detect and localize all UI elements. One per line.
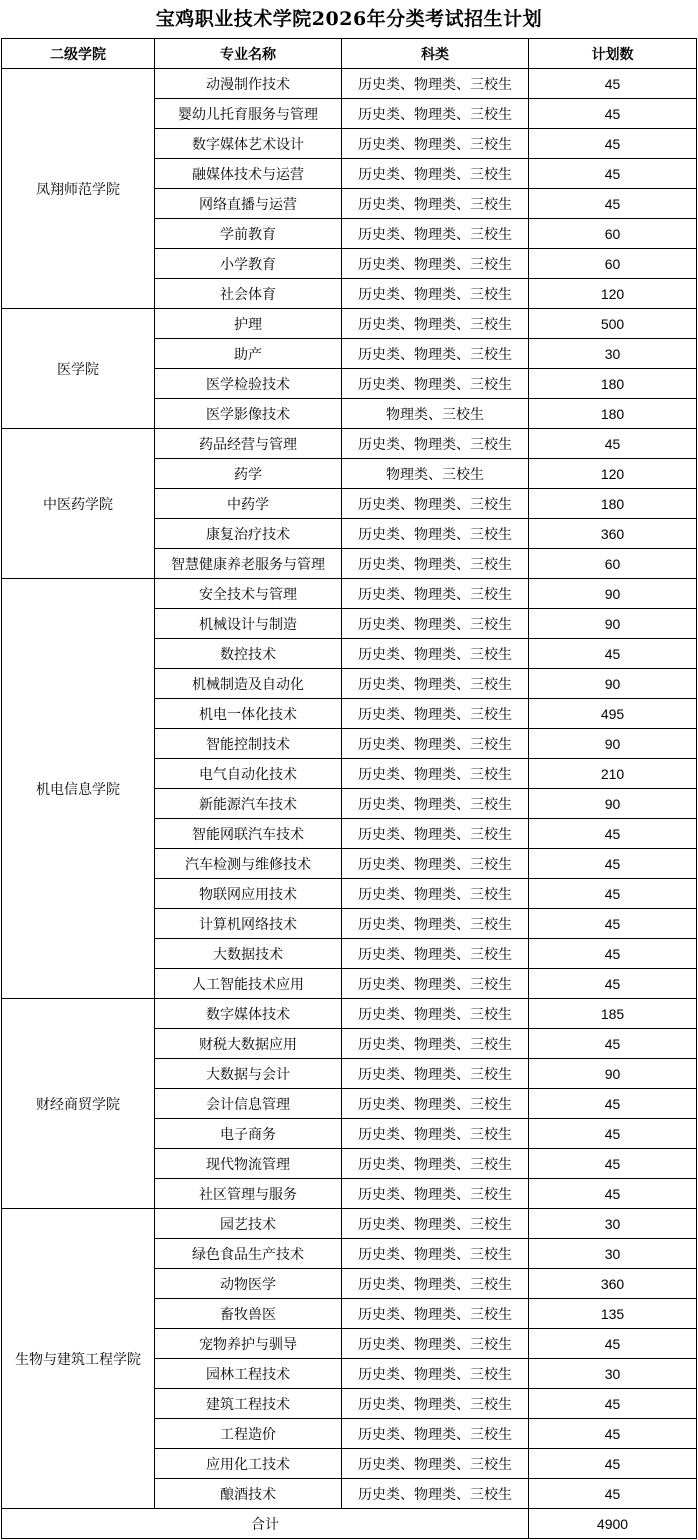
- major-cell: 动物医学: [155, 1269, 342, 1299]
- category-cell: 历史类、物理类、三校生: [342, 1359, 529, 1389]
- table-row: [2, 309, 697, 339]
- plan-count-cell: 45: [529, 189, 697, 219]
- header-plan: 计划数: [529, 39, 697, 69]
- table-body: [2, 69, 697, 1509]
- category-cell: 历史类、物理类、三校生: [342, 339, 529, 369]
- major-cell: 小学教育: [155, 249, 342, 279]
- major-cell: 建筑工程技术: [155, 1389, 342, 1419]
- plan-count-cell: 120: [529, 459, 697, 489]
- plan-count-cell: 180: [529, 399, 697, 429]
- major-cell: 会计信息管理: [155, 1089, 342, 1119]
- major-cell: 园林工程技术: [155, 1359, 342, 1389]
- plan-count-cell: 30: [529, 1359, 697, 1389]
- major-cell: 数字媒体艺术设计: [155, 129, 342, 159]
- plan-count-cell: 45: [529, 879, 697, 909]
- category-cell: 历史类、物理类、三校生: [342, 369, 529, 399]
- plan-count-cell: 180: [529, 489, 697, 519]
- plan-count-cell: 30: [529, 1239, 697, 1269]
- header-college: 二级学院: [2, 39, 155, 69]
- category-cell: 历史类、物理类、三校生: [342, 669, 529, 699]
- plan-count-cell: 45: [529, 1149, 697, 1179]
- header-category: 科类: [342, 39, 529, 69]
- category-cell: 历史类、物理类、三校生: [342, 1029, 529, 1059]
- major-cell: 电气自动化技术: [155, 759, 342, 789]
- category-cell: 历史类、物理类、三校生: [342, 609, 529, 639]
- category-cell: 历史类、物理类、三校生: [342, 189, 529, 219]
- category-cell: 历史类、物理类、三校生: [342, 639, 529, 669]
- plan-count-cell: 45: [529, 639, 697, 669]
- plan-count-cell: 90: [529, 729, 697, 759]
- college-name-cell: 机电信息学院: [2, 579, 155, 999]
- major-cell: 数控技术: [155, 639, 342, 669]
- plan-count-cell: 60: [529, 549, 697, 579]
- category-cell: 历史类、物理类、三校生: [342, 1269, 529, 1299]
- major-cell: 康复治疗技术: [155, 519, 342, 549]
- plan-count-cell: 135: [529, 1299, 697, 1329]
- category-cell: 历史类、物理类、三校生: [342, 99, 529, 129]
- category-cell: 历史类、物理类、三校生: [342, 969, 529, 999]
- category-cell: 历史类、物理类、三校生: [342, 879, 529, 909]
- category-cell: 历史类、物理类、三校生: [342, 429, 529, 459]
- table-row: [2, 1209, 697, 1239]
- plan-count-cell: 45: [529, 849, 697, 879]
- major-cell: 智能控制技术: [155, 729, 342, 759]
- table-header-row: [2, 39, 697, 69]
- category-cell: 历史类、物理类、三校生: [342, 1149, 529, 1179]
- table-row: [2, 579, 697, 609]
- table-row: [2, 429, 697, 459]
- plan-count-cell: 60: [529, 219, 697, 249]
- category-cell: 历史类、物理类、三校生: [342, 159, 529, 189]
- major-cell: 工程造价: [155, 1419, 342, 1449]
- plan-count-cell: 90: [529, 669, 697, 699]
- plan-count-cell: 90: [529, 579, 697, 609]
- college-name-cell: 生物与建筑工程学院: [2, 1209, 155, 1509]
- plan-count-cell: 360: [529, 1269, 697, 1299]
- total-row: [2, 1509, 697, 1539]
- plan-count-cell: 45: [529, 129, 697, 159]
- category-cell: 历史类、物理类、三校生: [342, 699, 529, 729]
- table-row: [2, 999, 697, 1029]
- category-cell: 物理类、三校生: [342, 459, 529, 489]
- major-cell: 绿色食品生产技术: [155, 1239, 342, 1269]
- plan-count-cell: 90: [529, 1059, 697, 1089]
- college-name-cell: 中医药学院: [2, 429, 155, 579]
- major-cell: 动漫制作技术: [155, 69, 342, 99]
- category-cell: 历史类、物理类、三校生: [342, 249, 529, 279]
- major-cell: 医学检验技术: [155, 369, 342, 399]
- plan-count-cell: 180: [529, 369, 697, 399]
- major-cell: 学前教育: [155, 219, 342, 249]
- category-cell: 历史类、物理类、三校生: [342, 819, 529, 849]
- category-cell: 历史类、物理类、三校生: [342, 219, 529, 249]
- major-cell: 药学: [155, 459, 342, 489]
- plan-count-cell: 45: [529, 69, 697, 99]
- plan-count-cell: 60: [529, 249, 697, 279]
- plan-count-cell: 45: [529, 1479, 697, 1509]
- category-cell: 历史类、物理类、三校生: [342, 1449, 529, 1479]
- category-cell: 历史类、物理类、三校生: [342, 1179, 529, 1209]
- category-cell: 历史类、物理类、三校生: [342, 549, 529, 579]
- category-cell: 历史类、物理类、三校生: [342, 1479, 529, 1509]
- total-value: 4900: [529, 1509, 697, 1539]
- plan-count-cell: 90: [529, 609, 697, 639]
- plan-count-cell: 45: [529, 969, 697, 999]
- major-cell: 现代物流管理: [155, 1149, 342, 1179]
- plan-count-cell: 210: [529, 759, 697, 789]
- plan-count-cell: 495: [529, 699, 697, 729]
- major-cell: 中药学: [155, 489, 342, 519]
- plan-count-cell: 45: [529, 1389, 697, 1419]
- category-cell: 物理类、三校生: [342, 399, 529, 429]
- major-cell: 机电一体化技术: [155, 699, 342, 729]
- major-cell: 社会体育: [155, 279, 342, 309]
- plan-count-cell: 45: [529, 1119, 697, 1149]
- major-cell: 大数据与会计: [155, 1059, 342, 1089]
- major-cell: 新能源汽车技术: [155, 789, 342, 819]
- plan-count-cell: 360: [529, 519, 697, 549]
- college-name-cell: 凤翔师范学院: [2, 69, 155, 309]
- plan-count-cell: 45: [529, 909, 697, 939]
- category-cell: 历史类、物理类、三校生: [342, 789, 529, 819]
- major-cell: 大数据技术: [155, 939, 342, 969]
- plan-count-cell: 45: [529, 1419, 697, 1449]
- category-cell: 历史类、物理类、三校生: [342, 1059, 529, 1089]
- category-cell: 历史类、物理类、三校生: [342, 69, 529, 99]
- major-cell: 畜牧兽医: [155, 1299, 342, 1329]
- category-cell: 历史类、物理类、三校生: [342, 1329, 529, 1359]
- plan-count-cell: 120: [529, 279, 697, 309]
- plan-count-cell: 45: [529, 429, 697, 459]
- category-cell: 历史类、物理类、三校生: [342, 129, 529, 159]
- plan-count-cell: 45: [529, 99, 697, 129]
- major-cell: 电子商务: [155, 1119, 342, 1149]
- plan-count-cell: 30: [529, 339, 697, 369]
- major-cell: 婴幼儿托育服务与管理: [155, 99, 342, 129]
- major-cell: 应用化工技术: [155, 1449, 342, 1479]
- major-cell: 智能网联汽车技术: [155, 819, 342, 849]
- category-cell: 历史类、物理类、三校生: [342, 999, 529, 1029]
- category-cell: 历史类、物理类、三校生: [342, 909, 529, 939]
- category-cell: 历史类、物理类、三校生: [342, 939, 529, 969]
- major-cell: 网络直播与运营: [155, 189, 342, 219]
- major-cell: 机械设计与制造: [155, 609, 342, 639]
- header-major: 专业名称: [155, 39, 342, 69]
- college-name-cell: 医学院: [2, 309, 155, 429]
- plan-count-cell: 500: [529, 309, 697, 339]
- page-title: 宝鸡职业技术学院2026年分类考试招生计划: [155, 8, 543, 30]
- category-cell: 历史类、物理类、三校生: [342, 1239, 529, 1269]
- major-cell: 酿酒技术: [155, 1479, 342, 1509]
- total-label: 合计: [2, 1509, 529, 1539]
- major-cell: 财税大数据应用: [155, 1029, 342, 1059]
- category-cell: 历史类、物理类、三校生: [342, 1089, 529, 1119]
- plan-count-cell: 185: [529, 999, 697, 1029]
- major-cell: 数字媒体技术: [155, 999, 342, 1029]
- major-cell: 助产: [155, 339, 342, 369]
- plan-count-cell: 45: [529, 819, 697, 849]
- category-cell: 历史类、物理类、三校生: [342, 1209, 529, 1239]
- category-cell: 历史类、物理类、三校生: [342, 519, 529, 549]
- plan-count-cell: 45: [529, 159, 697, 189]
- plan-count-cell: 45: [529, 1089, 697, 1119]
- major-cell: 物联网应用技术: [155, 879, 342, 909]
- major-cell: 安全技术与管理: [155, 579, 342, 609]
- category-cell: 历史类、物理类、三校生: [342, 579, 529, 609]
- major-cell: 机械制造及自动化: [155, 669, 342, 699]
- category-cell: 历史类、物理类、三校生: [342, 309, 529, 339]
- category-cell: 历史类、物理类、三校生: [342, 849, 529, 879]
- plan-count-cell: 45: [529, 939, 697, 969]
- plan-count-cell: 45: [529, 1029, 697, 1059]
- enrollment-plan-table: [1, 38, 697, 1539]
- plan-count-cell: 30: [529, 1209, 697, 1239]
- major-cell: 计算机网络技术: [155, 909, 342, 939]
- table-row: [2, 69, 697, 99]
- category-cell: 历史类、物理类、三校生: [342, 1389, 529, 1419]
- major-cell: 汽车检测与维修技术: [155, 849, 342, 879]
- category-cell: 历史类、物理类、三校生: [342, 279, 529, 309]
- category-cell: 历史类、物理类、三校生: [342, 759, 529, 789]
- major-cell: 社区管理与服务: [155, 1179, 342, 1209]
- major-cell: 人工智能技术应用: [155, 969, 342, 999]
- category-cell: 历史类、物理类、三校生: [342, 489, 529, 519]
- plan-count-cell: 90: [529, 789, 697, 819]
- major-cell: 护理: [155, 309, 342, 339]
- category-cell: 历史类、物理类、三校生: [342, 1299, 529, 1329]
- major-cell: 智慧健康养老服务与管理: [155, 549, 342, 579]
- category-cell: 历史类、物理类、三校生: [342, 729, 529, 759]
- major-cell: 融媒体技术与运营: [155, 159, 342, 189]
- plan-count-cell: 45: [529, 1179, 697, 1209]
- major-cell: 药品经营与管理: [155, 429, 342, 459]
- major-cell: 园艺技术: [155, 1209, 342, 1239]
- major-cell: 医学影像技术: [155, 399, 342, 429]
- major-cell: 宠物养护与驯导: [155, 1329, 342, 1359]
- category-cell: 历史类、物理类、三校生: [342, 1119, 529, 1149]
- plan-count-cell: 45: [529, 1329, 697, 1359]
- category-cell: 历史类、物理类、三校生: [342, 1419, 529, 1449]
- plan-count-cell: 45: [529, 1449, 697, 1479]
- college-name-cell: 财经商贸学院: [2, 999, 155, 1209]
